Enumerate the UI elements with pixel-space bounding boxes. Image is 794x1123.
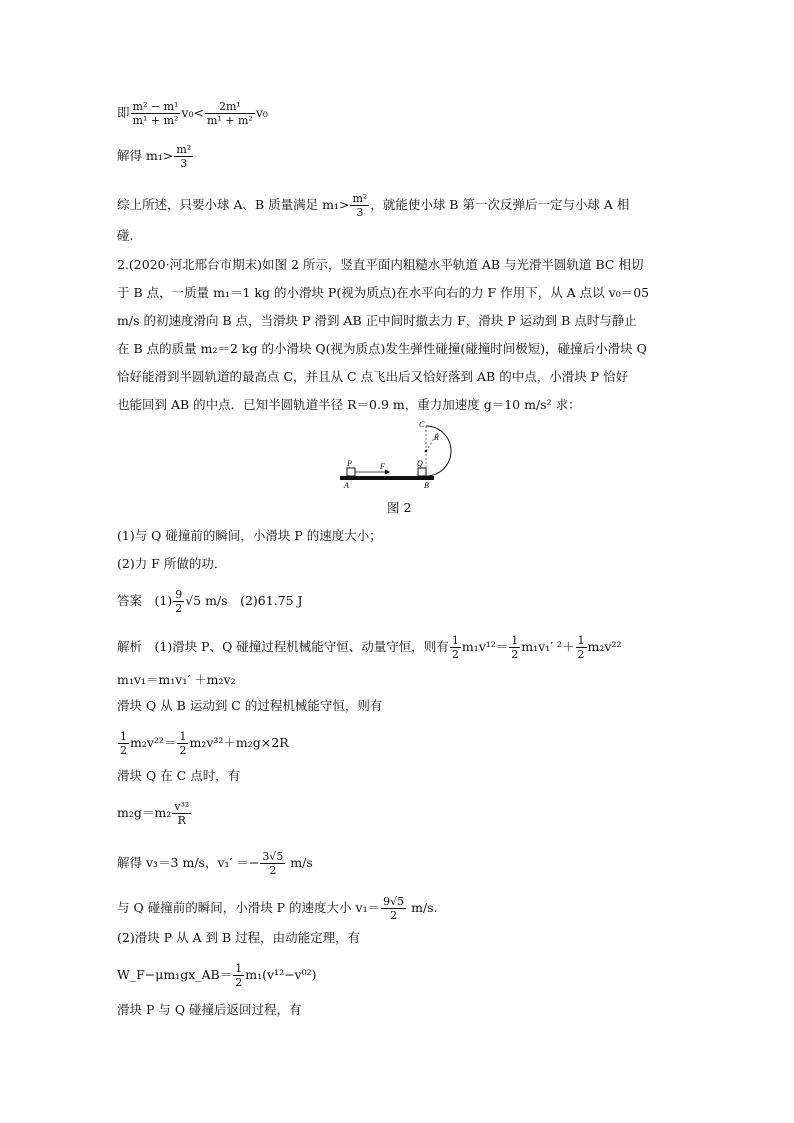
- text: 解得 m₁>: [117, 148, 174, 163]
- text-energy-q: 滑块 Q 从 B 运动到 C 的过程机械能守恒，则有: [117, 698, 383, 713]
- denominator: 2: [577, 648, 585, 661]
- fraction: [205, 100, 255, 127]
- fraction: [260, 850, 285, 877]
- numerator: v³²: [174, 800, 190, 813]
- text: 综上所述，只要小球 A、B 质量满足 m₁>: [117, 197, 350, 212]
- text: ，就能使小球 B 第一次反弹后一定与小球 A 相: [370, 197, 630, 212]
- problem-line-6: 也能回到 AB 的中点．已知半圆轨道半径 R＝0.9 m，重力加速度 g＝10 m/s² 求：: [117, 397, 581, 412]
- solve-line: [117, 850, 313, 877]
- denominator: 2: [235, 976, 243, 989]
- numerator: m²: [176, 143, 192, 156]
- text: W_F−μm₁gx_AB＝: [117, 967, 233, 982]
- numerator: 9√5: [383, 895, 405, 908]
- text-part2: (2)滑块 P 从 A 到 B 过程，由动能定理，有: [117, 930, 361, 945]
- numerator: 1: [577, 634, 585, 647]
- numerator: 3√5: [262, 850, 284, 863]
- fraction: [172, 800, 191, 827]
- fraction: [381, 895, 406, 922]
- problem-line-5: 恰好能滑到半圆轨道的最高点 C，并且从 C 点飞出后又恰好落到 AB 的中点，小滑块 P 恰好: [117, 369, 629, 384]
- text: 答案 (1): [117, 593, 173, 608]
- text: √5 m/s (2)61.75 J: [185, 593, 303, 608]
- denominator: 2: [511, 648, 519, 661]
- label-r: R: [434, 433, 439, 442]
- text-return: 滑块 P 与 Q 碰撞后返回过程，有: [117, 1002, 302, 1017]
- fraction: [177, 730, 188, 757]
- text: m₁v¹²＝: [461, 639, 509, 654]
- text: m/s: [286, 855, 313, 870]
- text: m₂v²²＝: [130, 735, 177, 750]
- fraction: [450, 634, 461, 661]
- label-b: B: [424, 481, 429, 488]
- numerator: 2m¹: [205, 100, 255, 114]
- answer-line: [117, 588, 303, 615]
- force-arrowhead: [385, 470, 390, 475]
- text-at-c: 滑块 Q 在 C 点时，有: [117, 768, 241, 783]
- question-1: (1)与 Q 碰撞前的瞬间，小滑块 P 的速度大小；: [117, 528, 382, 543]
- centripetal-equation: [117, 800, 192, 827]
- derivation-line-2: [117, 143, 194, 170]
- denominator: 3: [356, 206, 364, 219]
- numerator: 1: [511, 634, 519, 647]
- fraction: [131, 100, 181, 127]
- numerator: m²: [352, 192, 368, 205]
- denominator: 2: [120, 744, 127, 757]
- text: 解得 v₃＝3 m/s，v₁′ ＝−: [117, 855, 260, 870]
- label-q: Q: [417, 459, 423, 468]
- block-q: [418, 468, 426, 476]
- text: m₁v₁′ ²＋: [521, 639, 575, 654]
- fraction: [173, 588, 184, 615]
- denominator: 2: [179, 744, 187, 757]
- text: 即: [117, 105, 130, 120]
- text: m₂g＝m₂: [117, 805, 172, 820]
- block-p: [347, 468, 355, 476]
- numerator: 9: [175, 588, 183, 601]
- summary-line-end: 碰.: [117, 228, 134, 243]
- derivation-line-1: [117, 100, 268, 127]
- text: v₀: [255, 105, 268, 120]
- fraction: [576, 634, 587, 661]
- label-c: C: [419, 420, 425, 429]
- text: 解析 (1)滑块 P、Q 碰撞过程机械能守恒、动量守恒，则有: [117, 639, 449, 654]
- label-p: P: [347, 459, 352, 468]
- summary-line: [117, 192, 629, 219]
- energy-equation: [117, 730, 289, 757]
- text: 与 Q 碰撞前的瞬间，小滑块 P 的速度大小 v₁＝: [117, 900, 381, 915]
- denominator: 2: [175, 602, 183, 615]
- figure-caption: 图 2: [387, 500, 412, 515]
- analysis-line: [117, 634, 622, 661]
- fraction: [174, 143, 193, 170]
- text: m₁(v¹²−v⁰²): [245, 967, 317, 982]
- fraction: [118, 730, 129, 757]
- problem-line-1: 2.(2020·河北邢台市期末)如图 2 所示，竖直平面内粗糙水平轨道 AB 与光滑半圆轨道 BC 相切: [117, 257, 644, 272]
- label-a: A: [344, 481, 349, 488]
- work-energy-equation: [117, 962, 317, 989]
- fraction: [233, 962, 244, 989]
- label-f: F: [380, 462, 385, 471]
- problem-line-2: 于 B 点，一质量 m₁＝1 kg 的小滑块 P(视为质点)在水平向右的力 F 作用下，从 A 点以 v₀＝05: [117, 285, 650, 300]
- text: m/s.: [407, 900, 438, 915]
- denominator: 2: [390, 909, 398, 922]
- denominator: 3: [180, 157, 188, 170]
- fraction: [509, 634, 520, 661]
- track-diagram: [330, 418, 470, 488]
- denominator: R: [177, 814, 186, 827]
- momentum-equation: m₁v₁＝m₁v₁′ ＋m₂v₂: [117, 672, 236, 687]
- denominator: m¹ + m²: [206, 114, 253, 127]
- fraction: [350, 192, 369, 219]
- center-point: [425, 450, 428, 453]
- problem-line-4: 在 B 点的质量 m₂＝2 kg 的小滑块 Q(视为质点)发生弹性碰撞(碰撞时间极短)，碰撞后小滑块 Q: [117, 341, 647, 356]
- denominator: 2: [451, 648, 459, 661]
- text: m₂v³²＋m₂g×2R: [189, 735, 289, 750]
- problem-line-3: m/s 的初速度滑向 B 点，当滑块 P 滑到 AB 正中间时撤去力 F，滑块 P 运动到 B 点时与静止: [117, 313, 637, 328]
- numerator: 1: [235, 962, 243, 975]
- horizontal-track: [340, 476, 434, 480]
- numerator: 1: [120, 730, 127, 743]
- numerator: m² − m¹: [132, 100, 179, 113]
- numerator: 1: [179, 730, 187, 743]
- denominator: m¹ + m²: [132, 114, 179, 127]
- text: m₂v²²: [587, 639, 622, 654]
- denominator: 2: [269, 864, 277, 877]
- numerator: 1: [451, 634, 459, 647]
- velocity-result: [117, 895, 438, 922]
- text: v₀<: [181, 105, 204, 120]
- question-2: (2)力 F 所做的功．: [117, 556, 227, 571]
